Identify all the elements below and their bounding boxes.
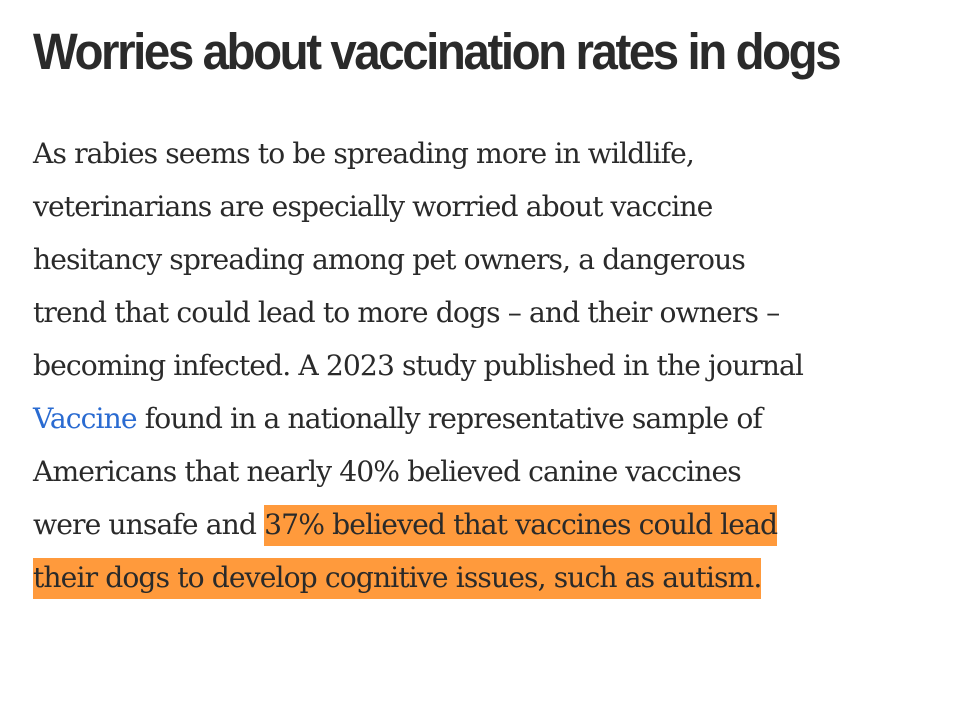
highlighted-text: their dogs to develop cognitive issues, such as autism.	[33, 558, 761, 599]
paragraph-line: Americans that nearly 40% believed canine vaccines	[33, 455, 741, 488]
paragraph-line: trend that could lead to more dogs – and their owners –	[33, 296, 780, 329]
vaccine-journal-link[interactable]: Vaccine	[33, 402, 137, 435]
paragraph-text: found in a nationally representative sample of	[136, 402, 762, 435]
paragraph-text: were unsafe and	[33, 508, 265, 541]
paragraph-line: veterinarians are especially worried about vaccine	[33, 190, 713, 223]
paragraph-line	[33, 551, 948, 604]
paragraph-line	[33, 498, 948, 551]
paragraph-line	[33, 392, 948, 445]
paragraph-line: hesitancy spreading among pet owners, a dangerous	[33, 243, 745, 276]
paragraph-line: becoming infected. A 2023 study published in the journal	[33, 349, 804, 382]
article-headline: Worries about vaccination rates in dogs	[33, 23, 840, 80]
article-paragraph	[33, 127, 948, 604]
paragraph-line: As rabies seems to be spreading more in wildlife,	[33, 137, 694, 170]
article	[33, 22, 948, 604]
highlighted-text: 37% believed that vaccines could lead	[264, 505, 777, 546]
